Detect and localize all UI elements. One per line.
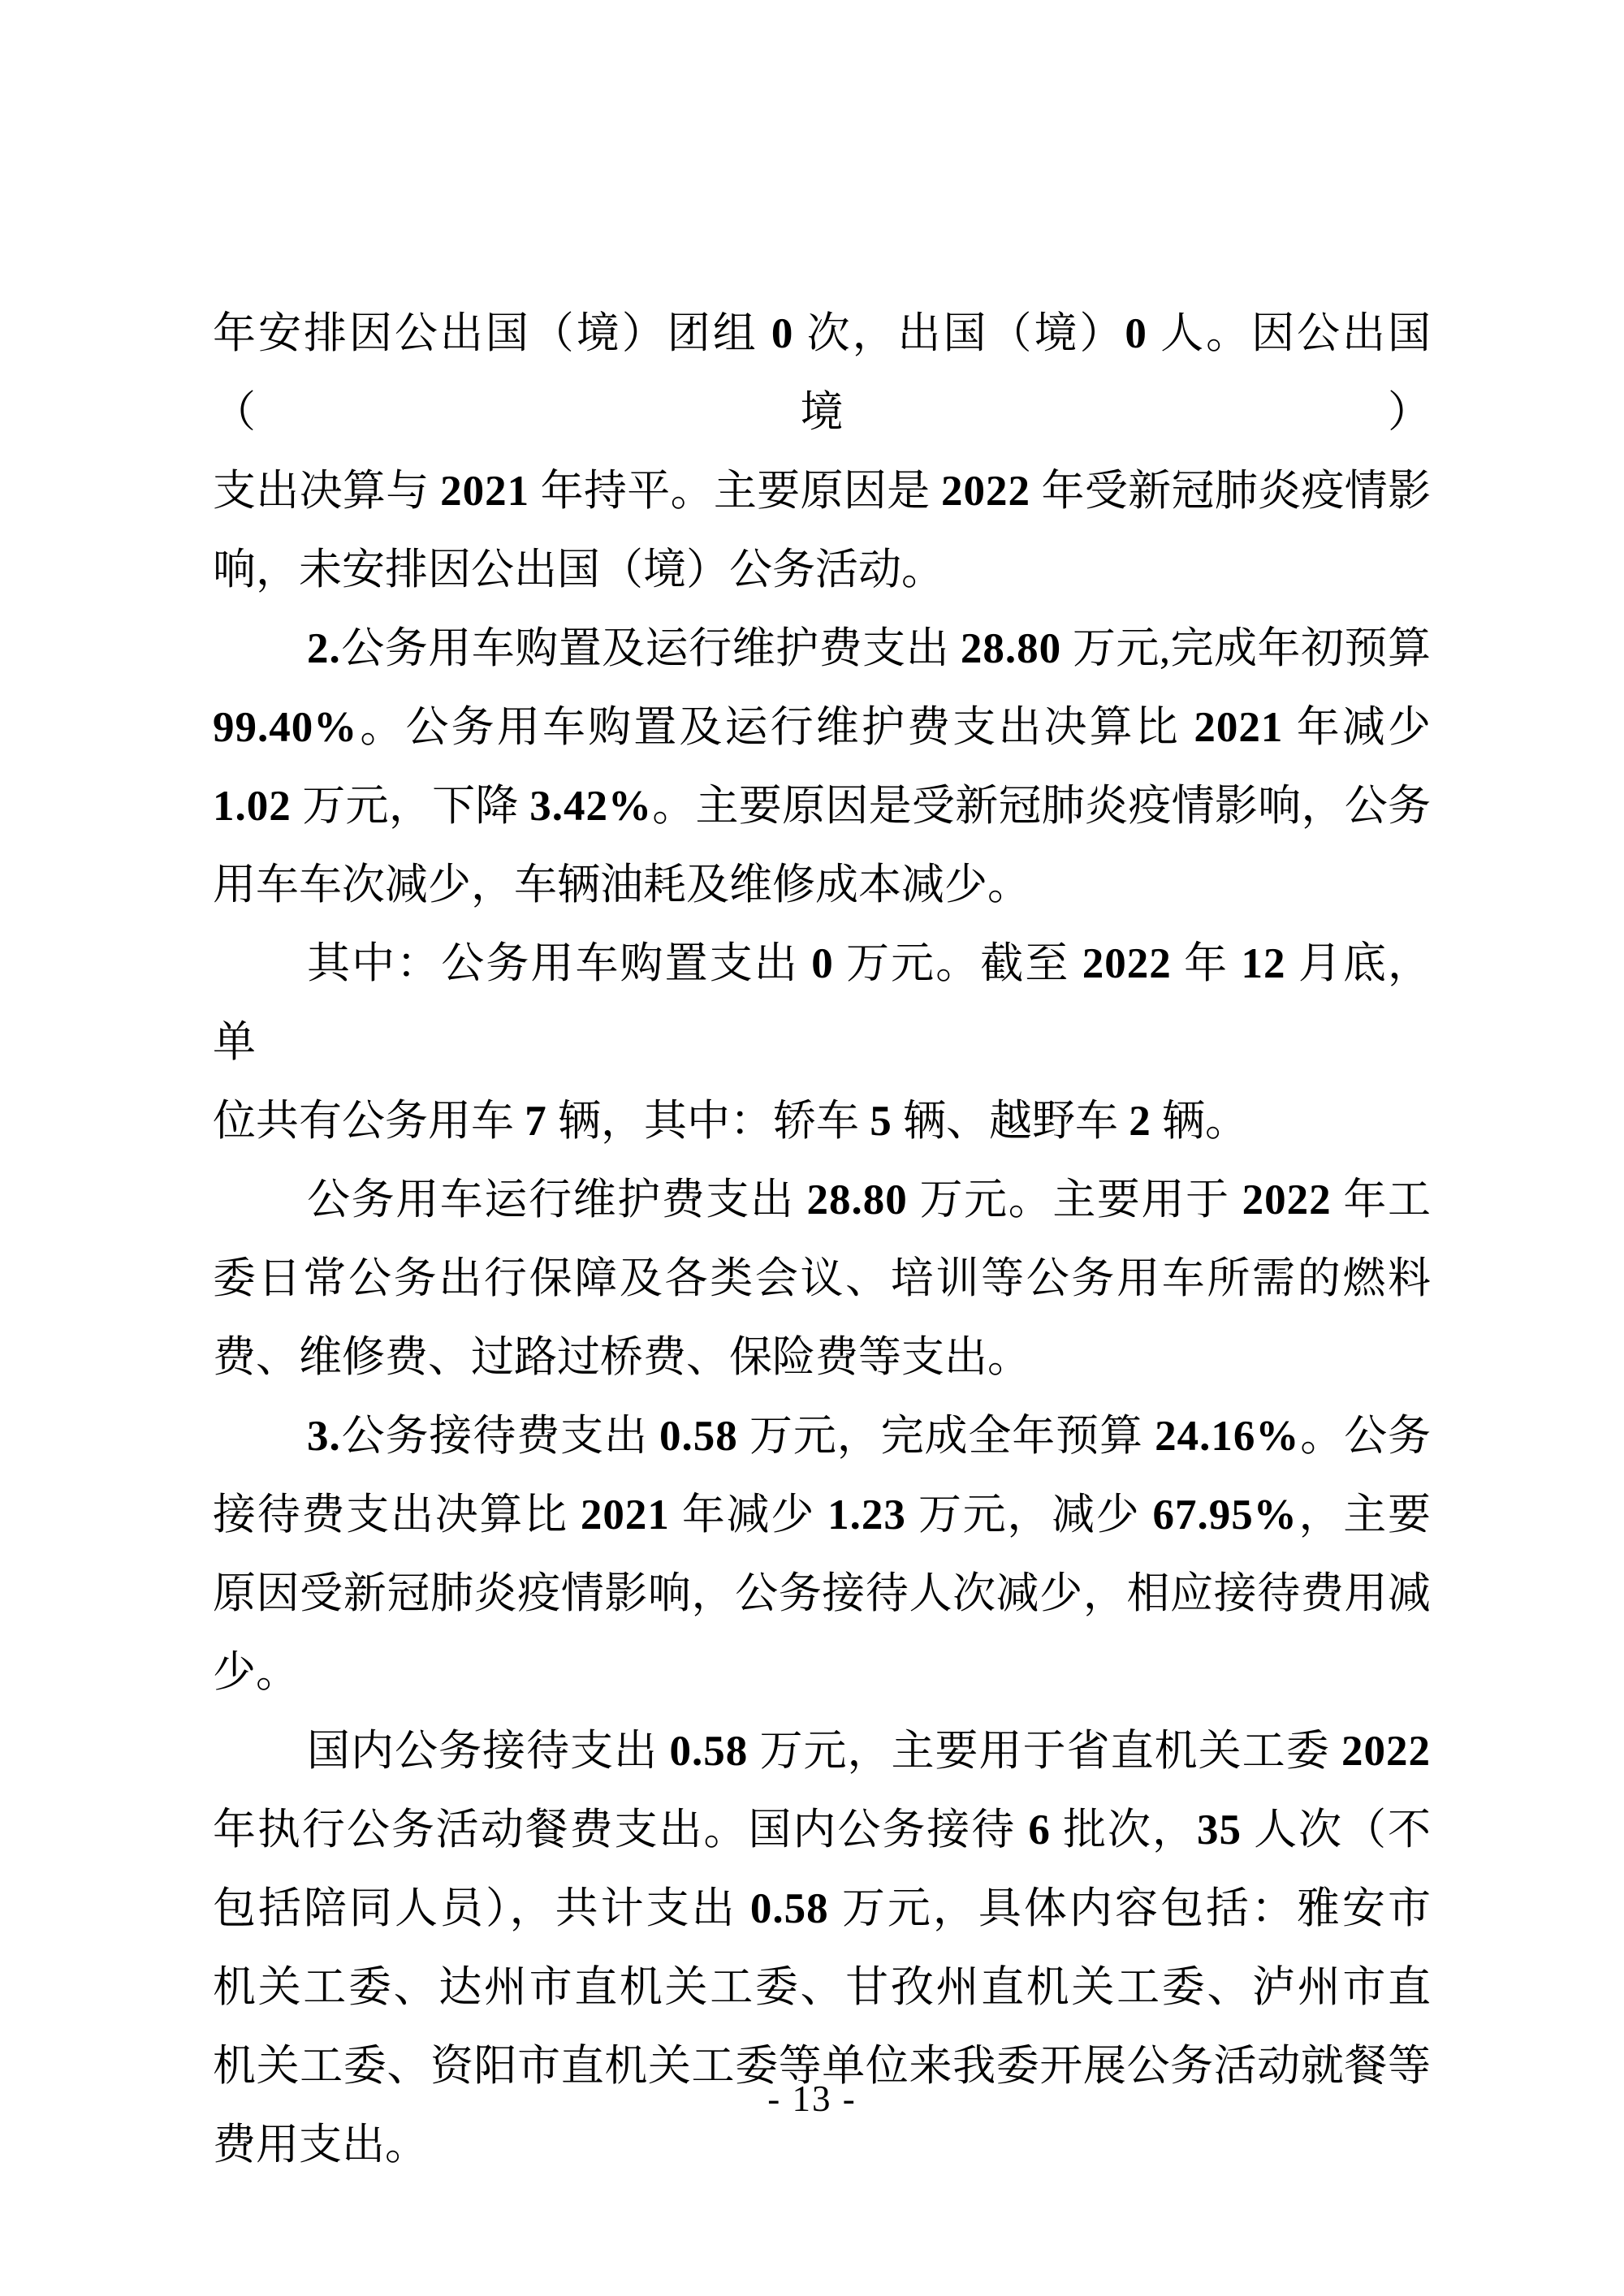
- text-line: 响，未安排因公出国（境）公务活动。: [213, 546, 944, 593]
- text-line: 费用支出。: [213, 2121, 428, 2169]
- text-line: 1.02 万元，下降 3.42%。主要原因是受新冠肺炎疫情影响，公务: [213, 783, 1432, 830]
- text-line: 年安排因公出国（境）团组 0 次，出国（境）0 人。因公出国（境）: [213, 310, 1432, 436]
- text-line: 接待费支出决算比 2021 年减少 1.23 万元，减少 67.95%，主要: [213, 1491, 1432, 1539]
- text-line: 少。: [213, 1649, 299, 1696]
- text-line: 用车车次减少，车辆油耗及维修成本减少。: [213, 861, 1030, 908]
- text-line: 支出决算与 2021 年持平。主要原因是 2022 年受新冠肺炎疫情影: [213, 468, 1432, 515]
- text-line: 包括陪同人员），共计支出 0.58 万元，具体内容包括：雅安市: [213, 1885, 1431, 1932]
- page-number: - 13 -: [767, 2078, 857, 2119]
- text-line: 2.公务用车购置及运行维护费支出 28.80 万元,完成年初预算: [307, 625, 1432, 672]
- text-line: 机关工委、资阳市直机关工委等单位来我委开展公务活动就餐等: [213, 2043, 1431, 2090]
- text-line: 99.40%。公务用车购置及运行维护费支出决算比 2021 年减少: [213, 704, 1432, 751]
- text-line: 机关工委、达州市直机关工委、甘孜州直机关工委、泸州市直: [213, 1964, 1431, 2011]
- text-line: 原因受新冠肺炎疫情影响，公务接待人次减少，相应接待费用减: [213, 1570, 1431, 1617]
- text-line: 年执行公务活动餐费支出。国内公务接待 6 批次，35 人次（不: [213, 1806, 1432, 1854]
- text-line: 费、维修费、过路过桥费、保险费等支出。: [213, 1334, 1030, 1381]
- text-line: 委日常公务出行保障及各类会议、培训等公务用车所需的燃料: [213, 1255, 1431, 1302]
- text-line: 3.公务接待费支出 0.58 万元，完成全年预算 24.16%。公务: [307, 1413, 1432, 1460]
- text-line: 位共有公务用车 7 辆，其中：轿车 5 辆、越野车 2 辆。: [213, 1098, 1248, 1145]
- text-line: 公务用车运行维护费支出 28.80 万元。主要用于 2022 年工: [307, 1176, 1432, 1224]
- text-line: 国内公务接待支出 0.58 万元，主要用于省直机关工委 2022: [307, 1728, 1431, 1775]
- text-line: 其中：公务用车购置支出 0 万元。截至 2022 年 12 月底，单: [213, 940, 1432, 1066]
- body-text: [213, 295, 1431, 2185]
